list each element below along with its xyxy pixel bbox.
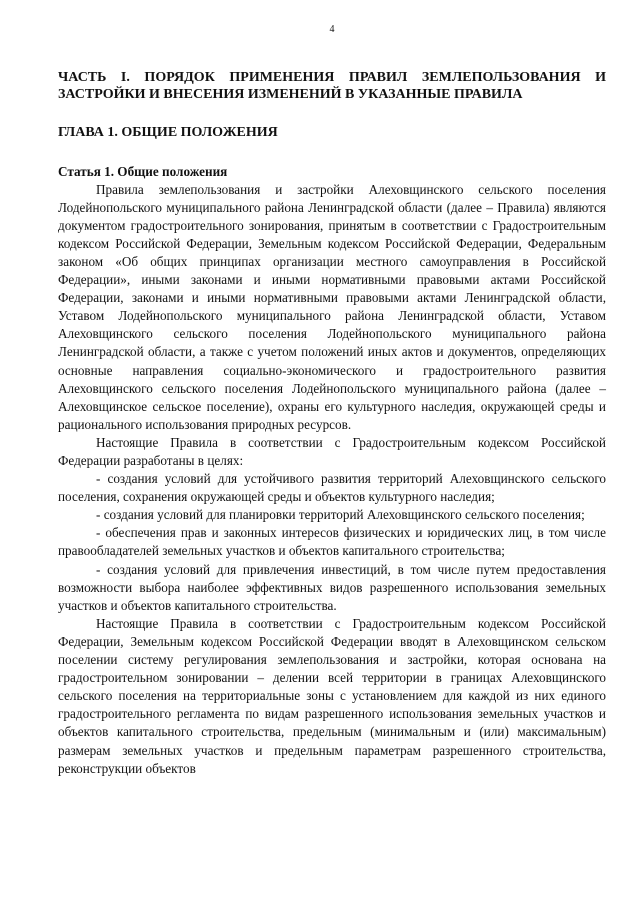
article-title: Статья 1. Общие положения bbox=[58, 164, 228, 179]
part-title: ЧАСТЬ I. ПОРЯДОК ПРИМЕНЕНИЯ ПРАВИЛ ЗЕМЛЕПОЛЬЗОВАНИЯ И ЗАСТРОЙКИ И ВНЕСЕНИЯ ИЗМЕНЕНИЙ В УКАЗАННЫЕ ПРАВИЛА bbox=[58, 70, 606, 102]
paragraph: Правила землепользования и застройки Алеховщинского сельского поселения Лодейнопольского муниципального района Ленинградской области (далее – Правила) являются документом градостроительного зонирования, принятым в соответствии с Градостроительным кодексом Российской Федерации, Земельным кодексом Российской Федерации, Федеральным законом «Об общих принципах организации местного самоуправления в Российской Федерации», иными законами и иными нормативными правовыми актами Российской Федерации, законами и иными нормативными правовыми актами Ленинградской области, Уставом Лодейнопольского муниципального района Ленинградской области, Уставом Алеховщинского сельского поселения Лодейнопольского муниципального района Ленинградской области, а также с учетом положений иных актов и документов, определяющих основные направления социально-экономического и градостроительного развития Алеховщинского сельского поселения Лодейнопольского муниципального района (далее – Алеховщинское сельское поселение), охраны его культурного наследия, окружающей среды и рационального использования природных ресурсов. bbox=[58, 181, 606, 432]
list-item: - создания условий для планировки территорий Алеховщинского сельского поселения; bbox=[96, 507, 585, 523]
chapter-title: ГЛАВА 1. ОБЩИЕ ПОЛОЖЕНИЯ bbox=[58, 125, 278, 140]
paragraph: Настоящие Правила в соответствии с Градостроительным кодексом Российской Федерации, Земельным кодексом Российской Федерации вводят в Алеховщинском сельском поселении систему регулирования землепользования и застройки, которая основана на градостроительном зонировании – делении всей территории в границах Алеховщинского сельского поселения на территориальные зоны с установлением для каждой из них единого градостроительного регламента по видам разрешенного использования земельных участков и объектов капитального строительства, предельным (минимальным и (или) максимальным) размерам земельных участков и предельным параметрам разрешенного строительства, реконструкции объектов bbox=[58, 615, 606, 776]
list-item: - создания условий для устойчивого развития территорий Алеховщинского сельского поселения, сохранения окружающей среды и объектов культурного наследия; bbox=[58, 471, 606, 505]
page-number: 4 bbox=[329, 24, 335, 35]
list-item: - обеспечения прав и законных интересов физических и юридических лиц, в том числе правообладателей земельных участков и объектов капитального строительства; bbox=[58, 525, 606, 559]
list-item: - создания условий для привлечения инвестиций, в том числе путем предоставления возможности выбора наиболее эффективных видов разрешенного использования земельных участков и объектов капитального строительства. bbox=[58, 561, 606, 613]
paragraph: Настоящие Правила в соответствии с Градостроительным кодексом Российской Федерации разработаны в целях: bbox=[58, 434, 606, 468]
article-body bbox=[58, 181, 606, 778]
